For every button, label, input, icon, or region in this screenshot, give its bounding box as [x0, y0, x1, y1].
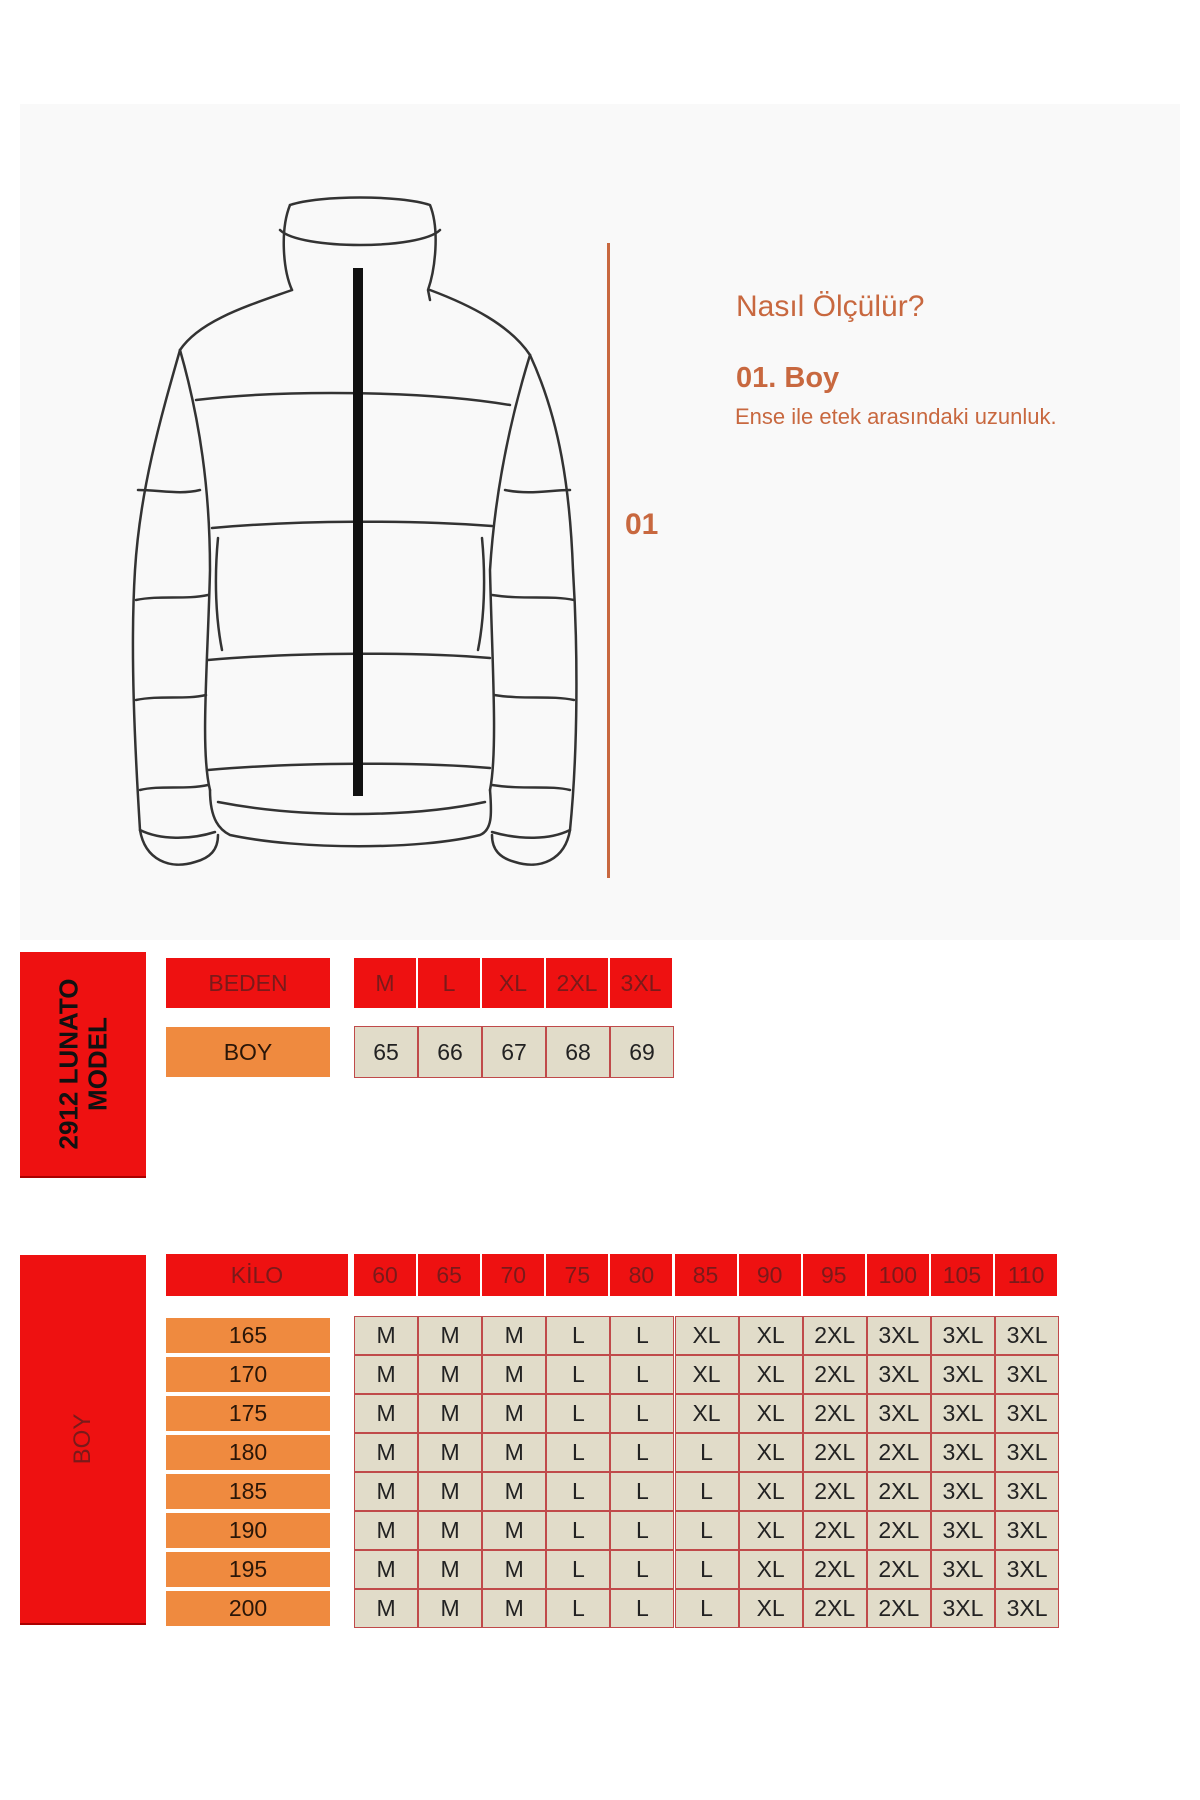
- weight-header-cell: 85: [675, 1254, 737, 1296]
- size-grid-cell: 2XL: [867, 1511, 931, 1550]
- size-grid-cell: XL: [739, 1394, 803, 1433]
- size-grid-cell: 3XL: [995, 1511, 1059, 1550]
- size-grid-cell: XL: [675, 1355, 739, 1394]
- size-grid-cell: 2XL: [867, 1472, 931, 1511]
- size-grid-cell: M: [482, 1316, 546, 1355]
- height-label-cell: 180: [166, 1435, 330, 1470]
- height-label-cell: 170: [166, 1357, 330, 1392]
- size-grid-cell: 2XL: [867, 1433, 931, 1472]
- size-grid-cell: M: [482, 1472, 546, 1511]
- size-grid-cell: 3XL: [995, 1355, 1059, 1394]
- length-value-cell: 69: [610, 1026, 674, 1078]
- size-grid-cell: 3XL: [931, 1316, 995, 1355]
- size-grid-cell: M: [354, 1394, 418, 1433]
- size-grid-cell: M: [482, 1511, 546, 1550]
- size-grid-cell: L: [546, 1511, 610, 1550]
- size-grid-cell: L: [546, 1433, 610, 1472]
- size-grid-cell: L: [675, 1550, 739, 1589]
- size-grid-cell: 3XL: [995, 1550, 1059, 1589]
- size-grid-cell: L: [675, 1433, 739, 1472]
- size-grid-cell: L: [546, 1316, 610, 1355]
- size-grid-cell: 3XL: [931, 1394, 995, 1433]
- height-label-cell: 185: [166, 1474, 330, 1509]
- boy-header: BOY: [166, 1027, 330, 1077]
- size-grid-cell: M: [354, 1511, 418, 1550]
- size-grid-cell: M: [354, 1589, 418, 1628]
- size-grid-cell: 3XL: [867, 1355, 931, 1394]
- size-grid-cell: 2XL: [803, 1316, 867, 1355]
- size-grid-cell: 2XL: [803, 1433, 867, 1472]
- size-grid-cell: 3XL: [931, 1472, 995, 1511]
- size-grid-cell: 3XL: [995, 1316, 1059, 1355]
- measure-number: 01: [625, 508, 659, 541]
- size-header-cell: 3XL: [610, 958, 672, 1008]
- size-grid-cell: 3XL: [867, 1394, 931, 1433]
- weight-header-cell: 60: [354, 1254, 416, 1296]
- length-value-cell: 65: [354, 1026, 418, 1078]
- weight-header-cell: 95: [803, 1254, 865, 1296]
- size-header-cell: XL: [482, 958, 544, 1008]
- size-grid-cell: XL: [739, 1511, 803, 1550]
- size-header-cell: 2XL: [546, 958, 608, 1008]
- size-grid-cell: M: [482, 1355, 546, 1394]
- how-to-measure-title: Nasıl Ölçülür?: [736, 290, 925, 323]
- size-grid-cell: 3XL: [995, 1589, 1059, 1628]
- size-grid-cell: L: [546, 1589, 610, 1628]
- size-grid-cell: XL: [739, 1589, 803, 1628]
- model-name-line2: MODEL: [82, 1017, 112, 1111]
- size-grid-cell: L: [675, 1472, 739, 1511]
- size-grid-cell: 2XL: [867, 1550, 931, 1589]
- size-grid-cell: M: [354, 1355, 418, 1394]
- jacket-illustration: [100, 190, 600, 890]
- size-grid-cell: L: [610, 1472, 674, 1511]
- size-grid-cell: 3XL: [931, 1550, 995, 1589]
- boy-measure-description: Ense ile etek arasındaki uzunluk.: [735, 404, 1057, 429]
- height-label-cell: 175: [166, 1396, 330, 1431]
- size-grid-cell: XL: [739, 1433, 803, 1472]
- size-grid-cell: 2XL: [803, 1589, 867, 1628]
- size-grid-cell: M: [354, 1550, 418, 1589]
- size-grid-cell: XL: [739, 1550, 803, 1589]
- length-value-cell: 66: [418, 1026, 482, 1078]
- boy-measure-title: 01. Boy: [736, 362, 840, 394]
- size-grid-cell: 2XL: [803, 1394, 867, 1433]
- size-grid-cell: 3XL: [995, 1394, 1059, 1433]
- size-grid-cell: L: [675, 1511, 739, 1550]
- size-grid-cell: L: [546, 1550, 610, 1589]
- length-value-cell: 67: [482, 1026, 546, 1078]
- size-grid-cell: 3XL: [931, 1433, 995, 1472]
- size-grid-cell: 3XL: [931, 1589, 995, 1628]
- size-grid-cell: M: [418, 1433, 482, 1472]
- size-grid-cell: 3XL: [995, 1433, 1059, 1472]
- height-label-cell: 165: [166, 1318, 330, 1353]
- height-label-cell: 200: [166, 1591, 330, 1626]
- weight-header-cell: 70: [482, 1254, 544, 1296]
- size-grid-cell: M: [418, 1589, 482, 1628]
- kilo-header: KİLO: [166, 1254, 348, 1296]
- size-grid-cell: L: [610, 1316, 674, 1355]
- height-label-cell: 190: [166, 1513, 330, 1548]
- size-grid-cell: L: [610, 1550, 674, 1589]
- weight-header-cell: 75: [546, 1254, 608, 1296]
- size-grid-cell: M: [482, 1550, 546, 1589]
- weight-header-cell: 90: [739, 1254, 801, 1296]
- size-grid-cell: 2XL: [803, 1550, 867, 1589]
- weight-header-cell: 105: [931, 1254, 993, 1296]
- size-grid-cell: 2XL: [867, 1589, 931, 1628]
- size-grid-cell: M: [354, 1472, 418, 1511]
- size-grid-cell: 3XL: [995, 1472, 1059, 1511]
- size-grid-cell: L: [546, 1355, 610, 1394]
- size-grid-cell: M: [354, 1433, 418, 1472]
- model-name-text: [54, 979, 111, 1150]
- model-name-line1: 2912 LUNATO: [53, 978, 84, 1150]
- size-grid-cell: L: [675, 1589, 739, 1628]
- size-grid-cell: L: [610, 1355, 674, 1394]
- beden-header: BEDEN: [166, 958, 330, 1008]
- size-grid-cell: XL: [739, 1316, 803, 1355]
- height-side-block: [20, 1255, 146, 1625]
- size-header-cell: L: [418, 958, 480, 1008]
- size-grid-cell: 3XL: [931, 1355, 995, 1394]
- height-side-label: BOY: [69, 1413, 96, 1465]
- size-grid-cell: L: [610, 1511, 674, 1550]
- size-grid-cell: L: [610, 1394, 674, 1433]
- size-grid-cell: M: [482, 1394, 546, 1433]
- size-grid-cell: M: [418, 1472, 482, 1511]
- size-grid-cell: XL: [675, 1394, 739, 1433]
- weight-header-cell: 100: [867, 1254, 929, 1296]
- length-measure-line: [607, 243, 610, 878]
- size-grid-cell: XL: [675, 1316, 739, 1355]
- size-grid-cell: 2XL: [803, 1511, 867, 1550]
- height-label-cell: 195: [166, 1552, 330, 1587]
- size-grid-cell: 3XL: [931, 1511, 995, 1550]
- size-grid-cell: M: [482, 1589, 546, 1628]
- model-name-block: [20, 952, 146, 1178]
- size-grid-cell: M: [418, 1316, 482, 1355]
- size-grid-cell: L: [610, 1589, 674, 1628]
- size-grid-cell: 2XL: [803, 1355, 867, 1394]
- weight-header-cell: 65: [418, 1254, 480, 1296]
- size-grid-cell: M: [418, 1550, 482, 1589]
- size-grid-cell: XL: [739, 1355, 803, 1394]
- length-value-cell: 68: [546, 1026, 610, 1078]
- size-grid-cell: M: [418, 1511, 482, 1550]
- size-grid-cell: M: [418, 1394, 482, 1433]
- size-grid-cell: L: [546, 1472, 610, 1511]
- size-grid-cell: 2XL: [803, 1472, 867, 1511]
- size-grid-cell: M: [354, 1316, 418, 1355]
- size-grid-cell: 3XL: [867, 1316, 931, 1355]
- size-grid-cell: L: [610, 1433, 674, 1472]
- size-grid-cell: M: [418, 1355, 482, 1394]
- weight-header-cell: 80: [610, 1254, 672, 1296]
- weight-header-cell: 110: [995, 1254, 1057, 1296]
- size-grid-cell: XL: [739, 1472, 803, 1511]
- size-grid-cell: L: [546, 1394, 610, 1433]
- size-grid-cell: M: [482, 1433, 546, 1472]
- size-header-cell: M: [354, 958, 416, 1008]
